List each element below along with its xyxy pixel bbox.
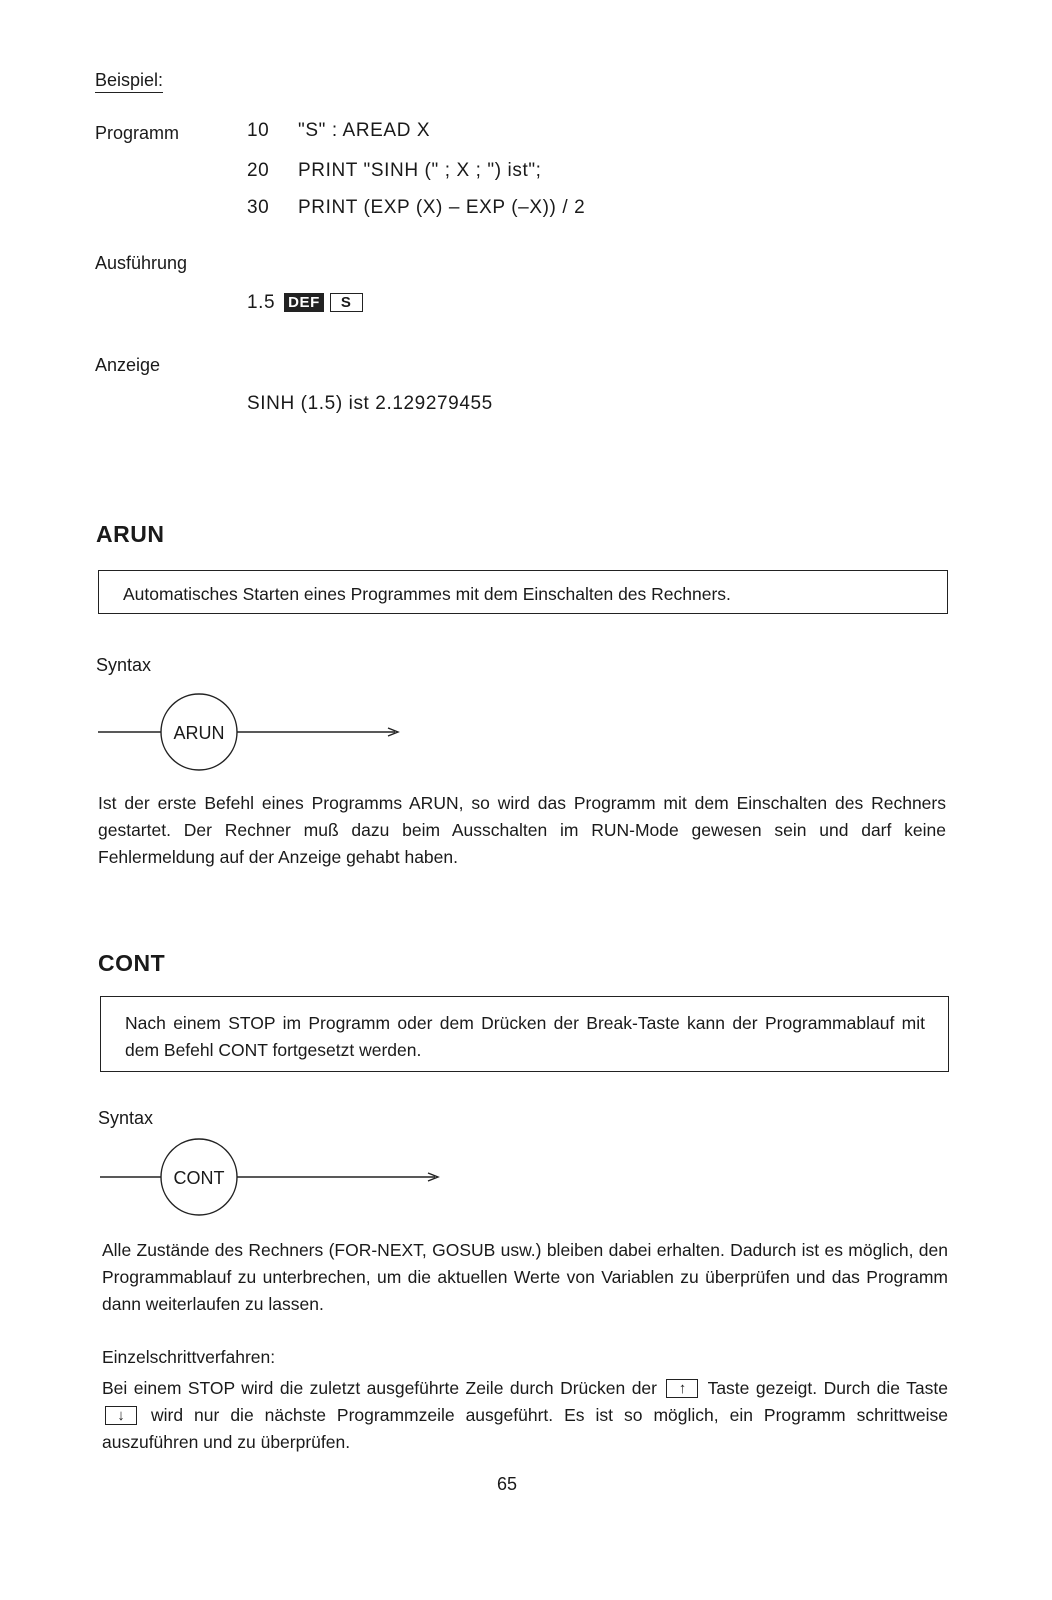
- arun-heading: ARUN: [96, 521, 165, 547]
- arun-diagram-keyword: ARUN: [173, 723, 225, 743]
- def-key: DEF: [284, 293, 324, 312]
- input-value: 1.5: [247, 292, 276, 313]
- cont-syntax-diagram: [92, 1131, 452, 1231]
- arun-syntax-label: Syntax: [96, 655, 152, 675]
- einzelschritt-label: Einzelschrittverfahren:: [102, 1347, 276, 1367]
- code-line: PRINT (EXP (X) – EXP (–X)) / 2: [298, 197, 586, 218]
- cont-heading: CONT: [98, 950, 166, 976]
- code-line-number: 30: [247, 197, 270, 218]
- s-key: S: [330, 293, 363, 312]
- arrow-down-key: ↓: [105, 1406, 137, 1425]
- arun-syntax-diagram: [90, 685, 420, 785]
- einzelschritt-paragraph: [102, 1375, 948, 1456]
- arrow-up-key: ↑: [666, 1379, 698, 1398]
- programm-label: Programm: [95, 123, 180, 143]
- arun-definition-box: [98, 570, 948, 614]
- cont-definition-box: [100, 996, 949, 1072]
- code-line-number: 20: [247, 160, 270, 181]
- einzel-text-2: Taste gezeigt. Durch die Taste: [707, 1378, 948, 1398]
- ausfuehrung-label: Ausführung: [95, 253, 188, 273]
- cont-diagram-keyword: CONT: [173, 1168, 225, 1188]
- anzeige-label: Anzeige: [95, 355, 161, 375]
- code-line: PRINT "SINH (" ; X ; ") ist";: [298, 160, 542, 181]
- code-line: "S" : AREAD X: [298, 120, 431, 141]
- arun-definition-text: Automatisches Starten eines Programmes mit dem Einschalten des Rechners.: [123, 584, 731, 604]
- arun-paragraph: Ist der erste Befehl eines Programms ARUN, so wird das Programm mit dem Einschalten des Rechners gestartet. Der Rechner muß dazu beim Ausschalten im RUN-Mode gewesen sein und darf keine Fehlermeldung auf der Anzeige gehabt haben.: [98, 793, 946, 867]
- cont-syntax-label: Syntax: [98, 1108, 154, 1128]
- einzel-text-3: wird nur die nächste Programmzeile ausgeführt. Es ist so möglich, ein Programm schrittweise auszuführen und zu überprüfen.: [102, 1405, 948, 1452]
- cont-paragraph: Alle Zustände des Rechners (FOR-NEXT, GOSUB usw.) bleiben dabei erhalten. Dadurch ist es möglich, den Programmablauf zu unterbrechen, um die aktuellen Werte von Variablen zu überprüfen und das Programm dann weiterlaufen zu lassen.: [102, 1240, 948, 1314]
- page-number: 65: [497, 1474, 518, 1494]
- einzel-text-1: Bei einem STOP wird die zuletzt ausgeführte Zeile durch Drücken der: [102, 1378, 657, 1398]
- cont-definition-text: Nach einem STOP im Programm oder dem Drücken der Break-Taste kann der Programmablauf mit dem Befehl CONT fortgesetzt werden.: [125, 1013, 925, 1060]
- execution-input: [247, 292, 366, 314]
- beispiel-title: Beispiel:: [95, 70, 163, 93]
- display-output: SINH (1.5) ist 2.129279455: [247, 393, 493, 414]
- code-line-number: 10: [247, 120, 270, 141]
